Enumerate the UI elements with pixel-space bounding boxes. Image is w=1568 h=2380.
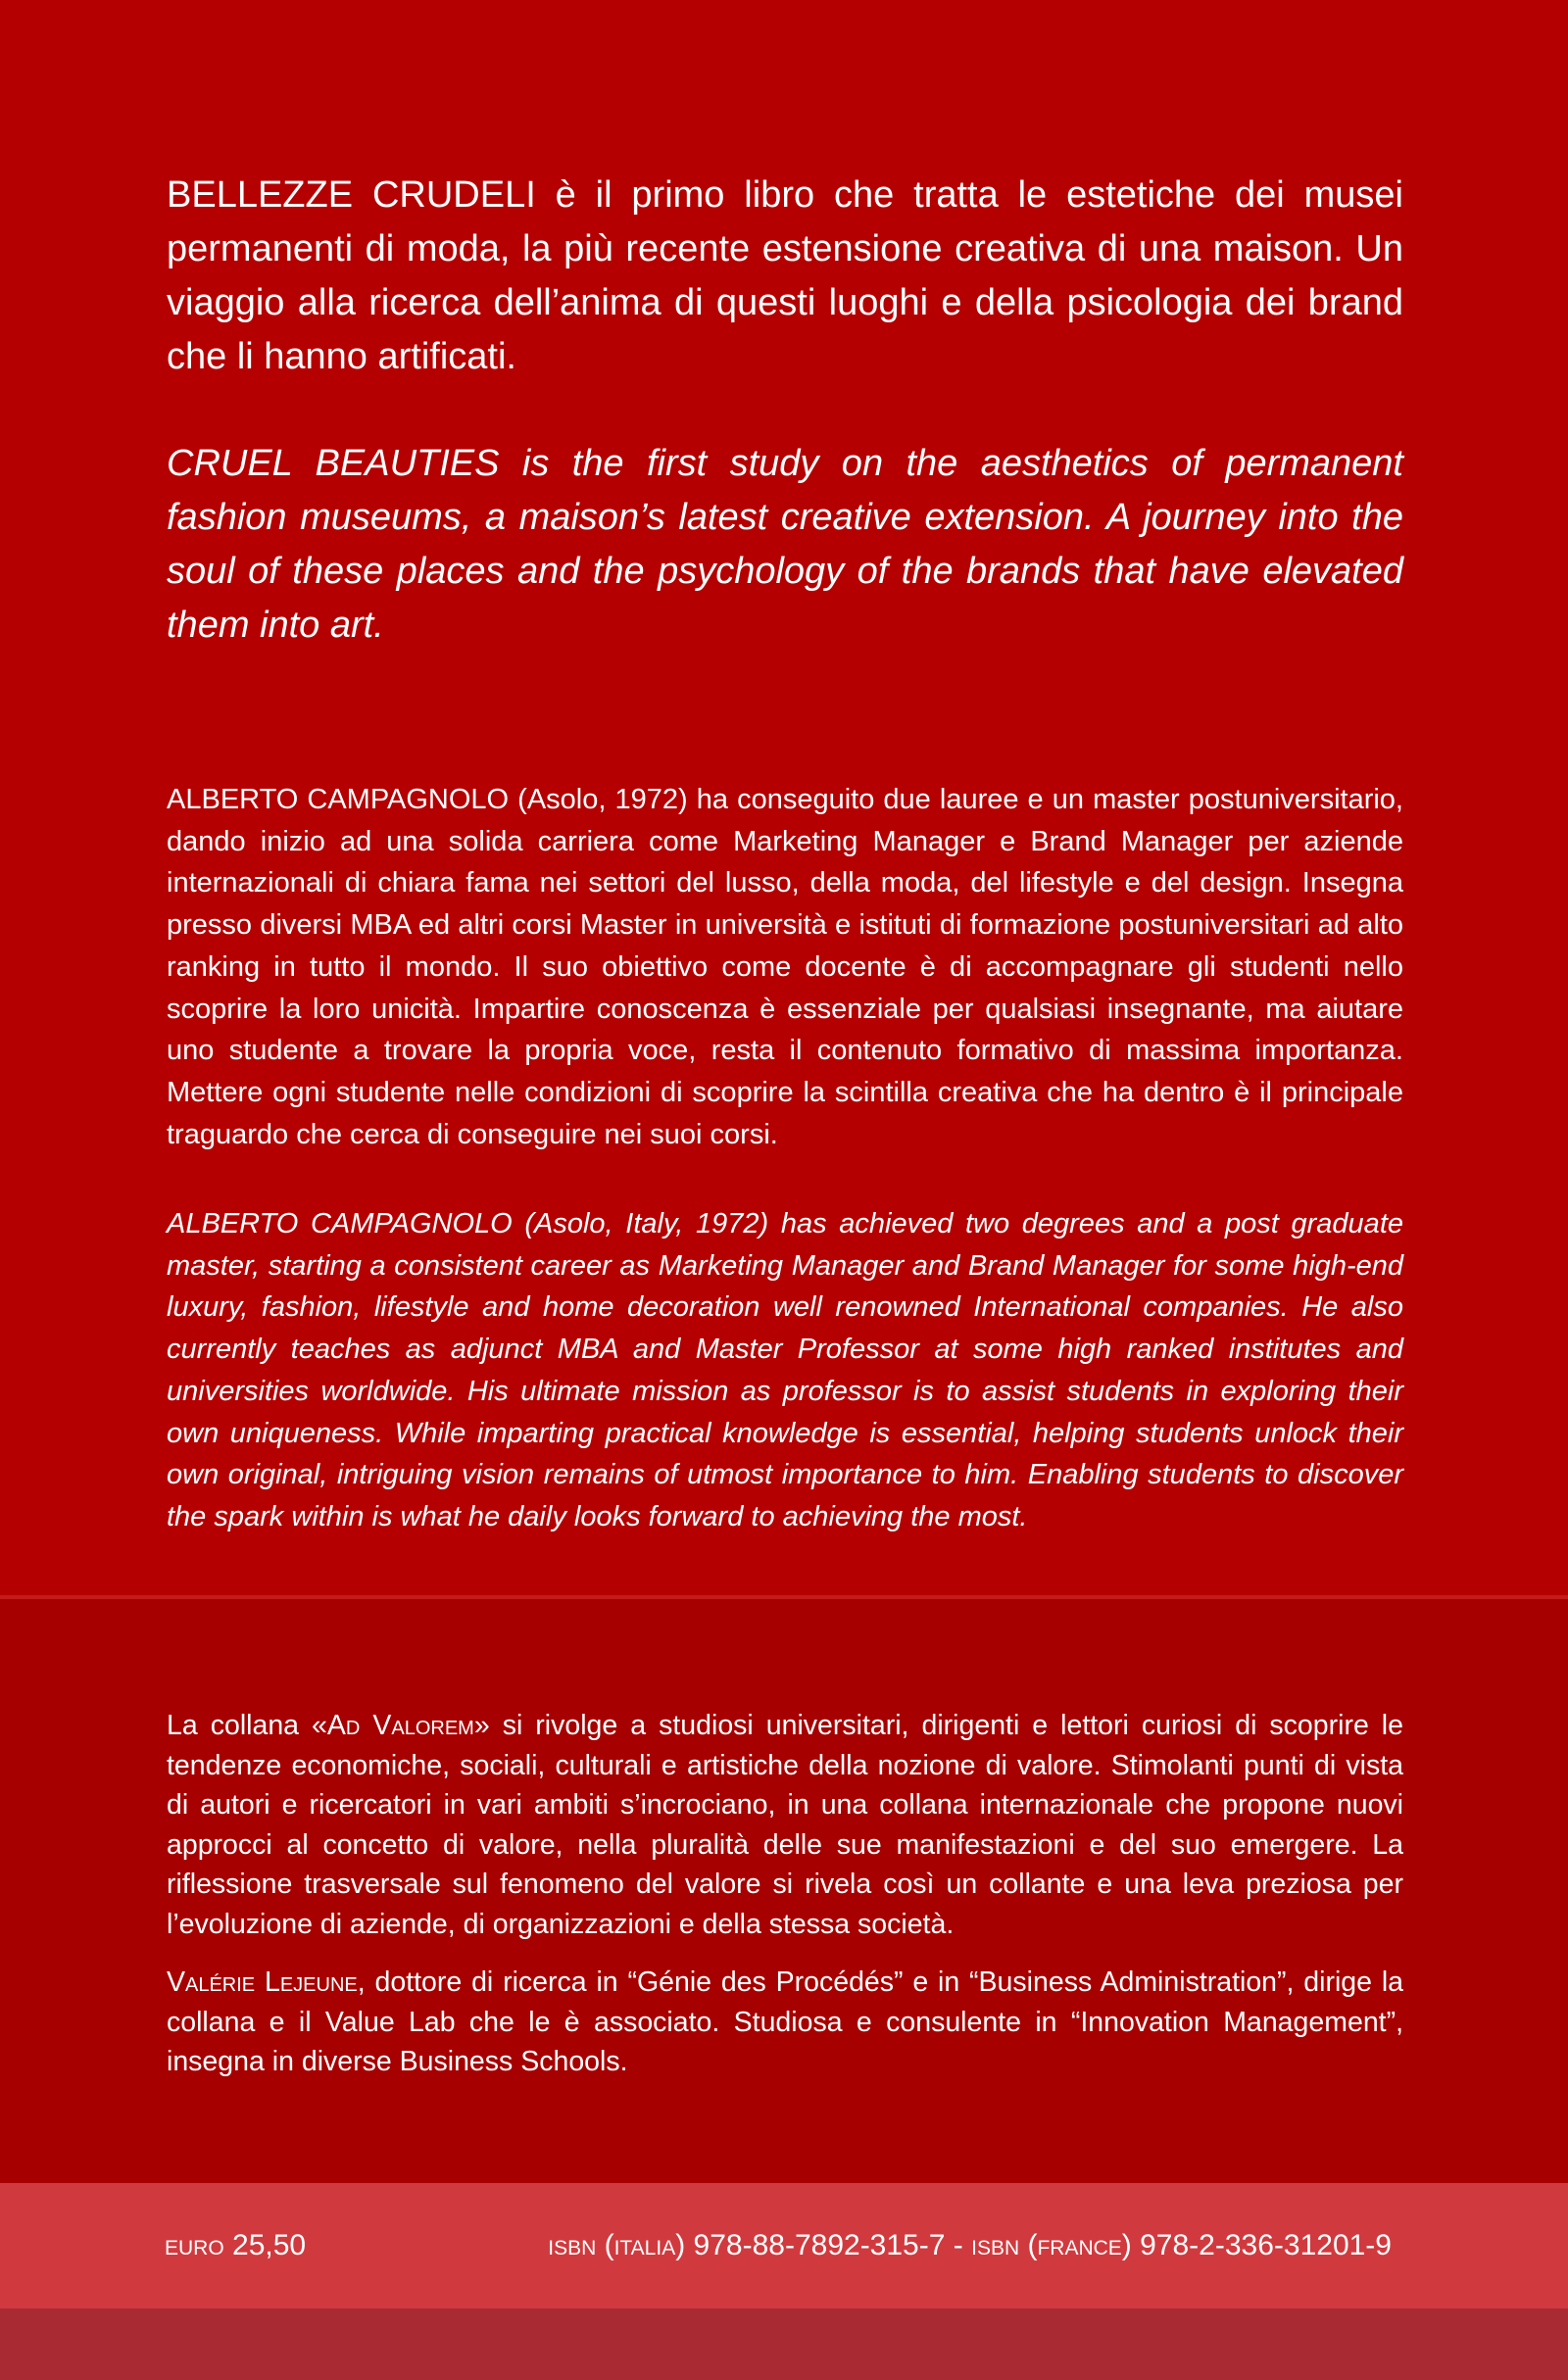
intro-italian: BELLEZZE CRUDELI è il primo libro che tratta le estetiche dei musei permanenti di moda, la più recente estensione creativa di una maison. Un viaggio alla ricerca dell’anima di questi luoghi e della psicologia dei brand che li hanno artificati. <box>167 174 1403 377</box>
isbn-italy-code: 978-88-7892-315-7 <box>693 2229 946 2261</box>
bottom-band <box>0 2308 1568 2380</box>
author-bio-italian: ALBERTO CAMPAGNOLO (Asolo, 1972) ha conseguito due lauree e un master postuniversitario, dando inizio ad una solida carriera come Marketing Manager e Brand Manager per aziende internazionali di chiara fama nei settori del lusso, della moda, del lifestyle e del design. Insegna presso diversi MBA ed altri corsi Master in università e istituti di formazione postuniversitari ad alto ranking in tutto il mondo. Il suo obiettivo come docente è di accompagnare gli studenti nello scoprire la loro unicità. Impartire conoscenza è essenziale per qualsiasi insegnante, ma aiutare uno studente a trovare la propria voce, resta il contenuto formativo di massima importanza. Mettere ogni studente nelle condizioni di scoprire la scintilla creativa che ha dentro è il principale traguardo che cerca di conseguire nei suoi corsi. <box>167 784 1403 1150</box>
editor-name: Valérie Lejeune <box>167 1967 358 1998</box>
isbn-separator: - <box>953 2229 963 2261</box>
editor-body: , dottore di ricerca in “Génie des Procédés” e in “Business Administration”, dirige la collana e il Value Lab che le è associato. Studiosa e consulente in “Innovation Management”, insegna in diverse Business Schools. <box>167 1967 1404 2077</box>
isbn-france-code: 978-2-336-31201-9 <box>1140 2229 1392 2261</box>
price-amount: 25,50 <box>232 2229 307 2261</box>
series-description <box>167 1706 1403 1944</box>
series-prefix: La collana « <box>167 1710 327 1741</box>
author-bio-english: ALBERTO CAMPAGNOLO (Asolo, Italy, 1972) has achieved two degrees and a post graduate master, starting a consistent career as Marketing Manager and Brand Manager for some high-end luxury, fashion, lifestyle and home decoration well renowned International companies. He also currently teaches as adjunct MBA and Master Professor at some high ranked institutes and universities worldwide. His ultimate mission as professor is to assist students in exploring their own uniqueness. While imparting practical knowledge is essential, helping students unlock their own original, intriguing vision remains of utmost importance to him. Enabling students to discover the spark within is what he daily looks forward to achieving the most. <box>167 1208 1403 1532</box>
price <box>165 2228 306 2263</box>
editor-description <box>167 1963 1403 2082</box>
isbn-info <box>548 2228 1392 2263</box>
isbn-italy-label: isbn (italia) <box>548 2229 686 2261</box>
series-body: » si rivolge a studiosi universitari, dirigenti e lettori curiosi di scoprire le tendenze economiche, sociali, culturali e artistiche della nozione di valore. Stimolanti punti di vista di autori e ricercatori in vari ambiti s’incrociano, in una collana internazionale che propone nuovi approcci al concetto di valore, nella pluralità delle sue manifestazioni e del suo emergere. La riflessione trasversale sul fenomeno del valore si rivela così un collante e una leva preziosa per l’evoluzione di aziende, di organizzazioni e della stessa società. <box>167 1710 1403 1940</box>
isbn-france-label: isbn (france) <box>971 2229 1132 2261</box>
intro-english: CRUEL BEAUTIES is the first study on the aesthetics of permanent fashion museums, a maison’s latest creative extension. A journey into the soul of these places and the psychology of the brands that have elevated them into art. <box>167 443 1403 646</box>
currency-label: euro <box>165 2229 224 2261</box>
series-name: Ad Valorem <box>326 1710 474 1741</box>
